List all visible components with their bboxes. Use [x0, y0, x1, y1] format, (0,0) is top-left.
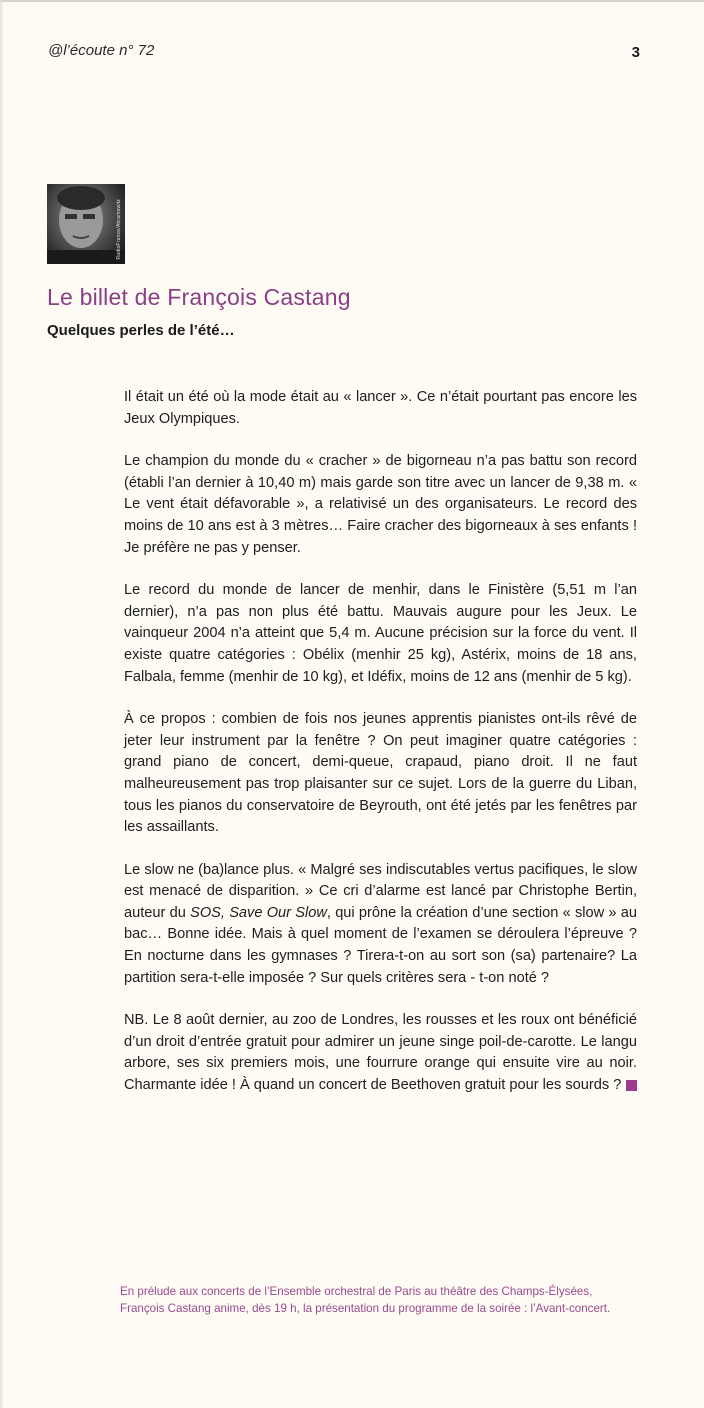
paragraph-5-after: , qui prône la création d’une section « slow » au bac… Bonne idée. Mais à quel moment de l’examen se déroulera l’épreuve ? En nocturne dans les gymnases ? Tirera-t-on au sort son (sa) partenaire? La partition sera-t-elle imposée ? Sur quels critères sera - t-on noté ?	[124, 904, 637, 986]
page-number: 3	[631, 44, 640, 61]
page-left-edge	[0, 0, 4, 1408]
paragraph-2: Le champion du monde du « cracher » de bigorneau n’a pas battu son record (établi l’an dernier à 10,40 m) mais garde son titre avec un lancer de 9,38 m. « Le vent était défavorable », a relativisé un des organisateurs. Le record des moins de 10 ans est à 3 mètres… Faire cracher des bigorneaux à ses enfants ! Je préfère ne pas y penser.	[124, 453, 637, 556]
author-portrait-icon	[47, 184, 125, 264]
paragraph-4: À ce propos : combien de fois nos jeunes apprentis pianistes ont-ils rêvé de jeter leur instrument par la fenêtre ? On peut imaginer quatre catégories : grand piano de concert, demi-queue, crapaud, piano droit. Il ne faut malheureusement pas trop plaisanter sur ce sujet. Lors de la guerre du Liban, tous les pianos du conservatoire de Beyrouth, ont été jetés par les fenêtres par les assaillants.	[124, 711, 637, 836]
article-body	[124, 387, 637, 1118]
footer-note: En prélude aux concerts de l’Ensemble orchestral de Paris au théâtre des Champs-Élysées, François Castang anime, dès 19 h, la présentation du programme de la soirée : l’Avant-concert.	[120, 1285, 611, 1316]
book-title: SOS, Save Our Slow	[190, 904, 327, 921]
watermark-shape: ​	[217, 642, 243, 720]
author-photo	[47, 184, 125, 264]
paragraph-6	[124, 1010, 637, 1096]
page-top-edge	[0, 0, 704, 2]
paragraph-6-text: NB. Le 8 août dernier, au zoo de Londres, les rousses et les roux ont bénéficié d’un droit d’entrée gratuit pour admirer un jeune singe poil-de-carotte. Le langu arbore, ses six premiers mois, une fourrure orange qui ensuite vire au noir. Charmante idée ! À quand un concert de Beethoven gratuit pour les sourds ?	[124, 1012, 637, 1094]
paragraph-1: Il était un été où la mode était au « lancer ». Ce n’était pourtant pas encore les Jeux Olympiques.	[124, 389, 637, 427]
publication-header: @l’écoute n° 72	[48, 42, 155, 59]
end-of-article-square-icon	[626, 1080, 637, 1091]
photo-credit: RadioFrance/Abramowitz	[116, 199, 122, 260]
article-title: Le billet de François Castang	[47, 284, 351, 310]
paragraph-3: Le record du monde de lancer de menhir, dans le Finistère (5,51 m l’an dernier), n’a pas non plus été battu. Mauvais augure pour les Jeux. Le vainqueur 2004 n’a atteint que 5,4 m. Aucune précision sur la force du vent. Il existe quatre catégories : Obélix (menhir 25 kg), Astérix, moins de 18 ans, Falbala, femme (menhir de 10 kg), et Idéfix, moins de 12 ans (menhir de 5 kg).	[124, 582, 637, 685]
paragraph-5	[124, 860, 637, 990]
paragraph-5-before: Le slow ne (ba)lance plus. « Malgré ses indiscutables vertus pacifiques, le slow est menacé de disparition. » Ce cri d’alarme est lancé par Christophe Bertin, auteur du	[124, 861, 637, 921]
article-subtitle: Quelques perles de l’été…	[47, 322, 235, 339]
